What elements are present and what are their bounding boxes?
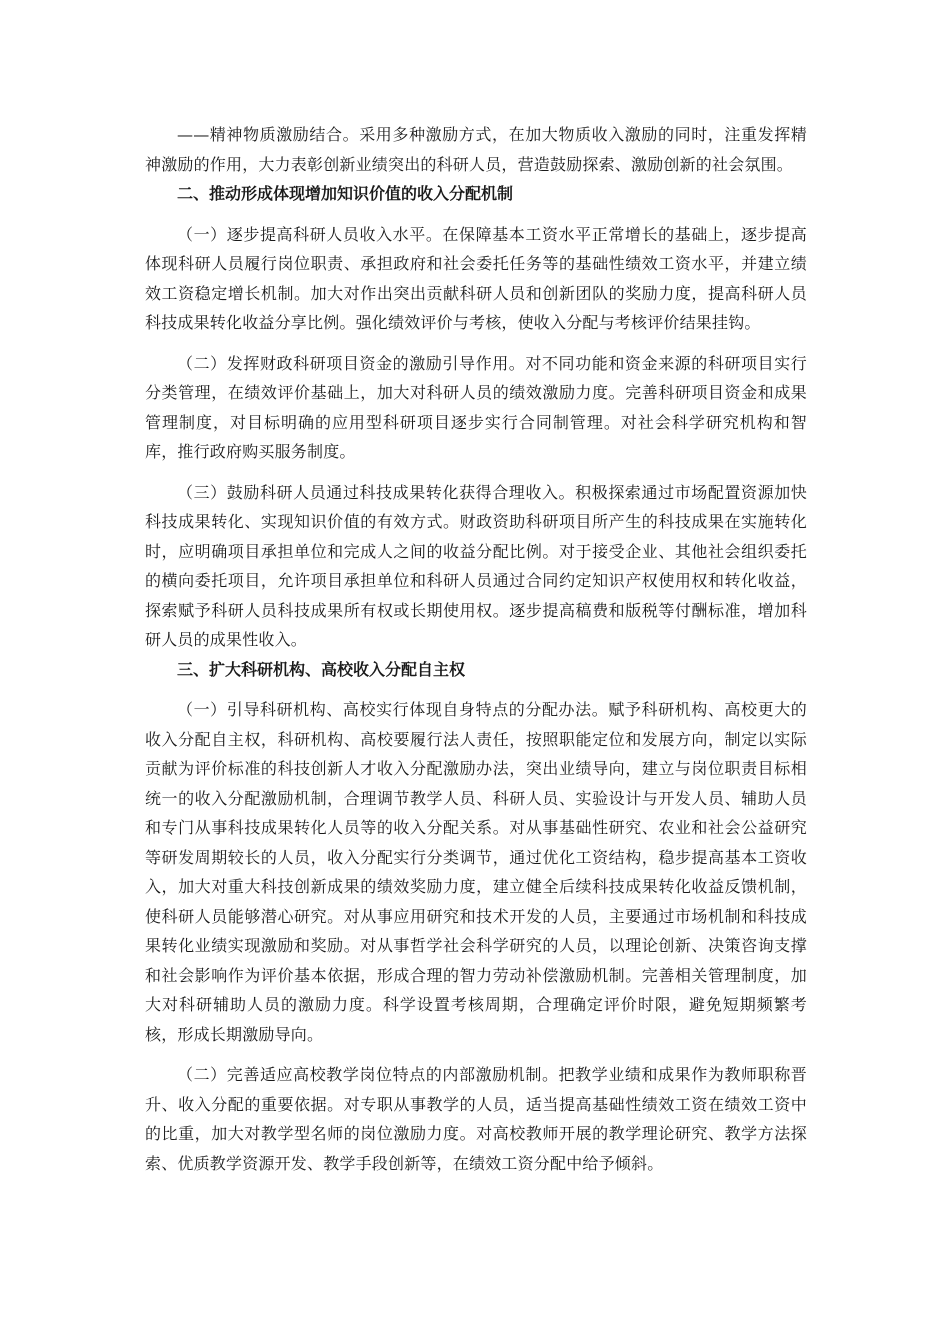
paragraph-2-2: （二）发挥财政科研项目资金的激励引导作用。对不同功能和资金来源的科研项目实行分类管理，在绩效评价基础上，加大对科研人员的绩效激励力度。完善科研项目资金和成果管理制度，对目标明确的应用型科研项目逐步实行合同制管理。对社会科学研究机构和智库，推行政府购买服务制度。 [145,353,807,461]
section-heading-2: 二、推动形成体现增加知识价值的收入分配机制 [177,184,514,203]
paragraph-2-3: （三）鼓励科研人员通过科技成果转化获得合理收入。积极探索通过市场配置资源加快科技成果转化、实现知识价值的有效方式。财政资助科研项目所产生的科技成果在实施转化时，应明确项目承担单位和完成人之间的收益分配比例。对于接受企业、其他社会组织委托的横向委托项目，允许项目承担单位和科研人员通过合同约定知识产权使用权和转化收益，探索赋予科研人员科技成果所有权或长期使用权。逐步提高稿费和版税等付酬标准，增加科研人员的成果性收入。 [145,482,807,649]
document-page [145,120,807,1178]
paragraph-2-1: （一）逐步提高科研人员收入水平。在保障基本工资水平正常增长的基础上，逐步提高体现科研人员履行岗位职责、承担政府和社会委托任务等的基础性绩效工资水平，并建立绩效工资稳定增长机制。加大对作出突出贡献科研人员和创新团队的奖励力度，提高科研人员科技成果转化收益分享比例。强化绩效评价与考核，使收入分配与考核评价结果挂钩。 [145,224,807,332]
section-heading-3: 三、扩大科研机构、高校收入分配自主权 [177,659,466,679]
paragraph-3-2: （二）完善适应高校教学岗位特点的内部激励机制。把教学业绩和成果作为教师职称晋升、收入分配的重要依据。对专职从事教学的人员，适当提高基础性绩效工资在绩效工资中的比重，加大对教学型名师的岗位激励力度。对高校教师开展的教学理论研究、教学方法探索、优质教学资源开发、教学手段创新等，在绩效工资分配中给予倾斜。 [145,1065,807,1173]
paragraph-spirit-material-incentive: ——精神物质激励结合。采用多种激励方式，在加大物质收入激励的同时，注重发挥精神激励的作用，大力表彰创新业绩突出的科研人员，营造鼓励探索、激励创新的社会氛围。 [145,125,807,174]
paragraph-3-1: （一）引导科研机构、高校实行体现自身特点的分配办法。赋予科研机构、高校更大的收入分配自主权，科研机构、高校要履行法人责任，按照职能定位和发展方向，制定以实际贡献为评价标准的科技创新人才收入分配激励办法，突出业绩导向，建立与岗位职责目标相统一的收入分配激励机制，合理调节教学人员、科研人员、实验设计与开发人员、辅助人员和专门从事科技成果转化人员等的收入分配关系。对从事基础性研究、农业和社会公益研究等研发周期较长的人员，收入分配实行分类调节，通过优化工资结构，稳步提高基本工资收入，加大对重大科技创新成果的绩效奖励力度，建立健全后续科技成果转化收益反馈机制，使科研人员能够潜心研究。对从事应用研究和技术开发的人员，主要通过市场机制和科技成果转化业绩实现激励和奖励。对从事哲学社会科学研究的人员，以理论创新、决策咨询支撑和社会影响作为评价基本依据，形成合理的智力劳动补偿激励机制。完善相关管理制度，加大对科研辅助人员的激励力度。科学设置考核周期，合理确定评价时限，避免短期频繁考核，形成长期激励导向。 [145,700,807,1044]
